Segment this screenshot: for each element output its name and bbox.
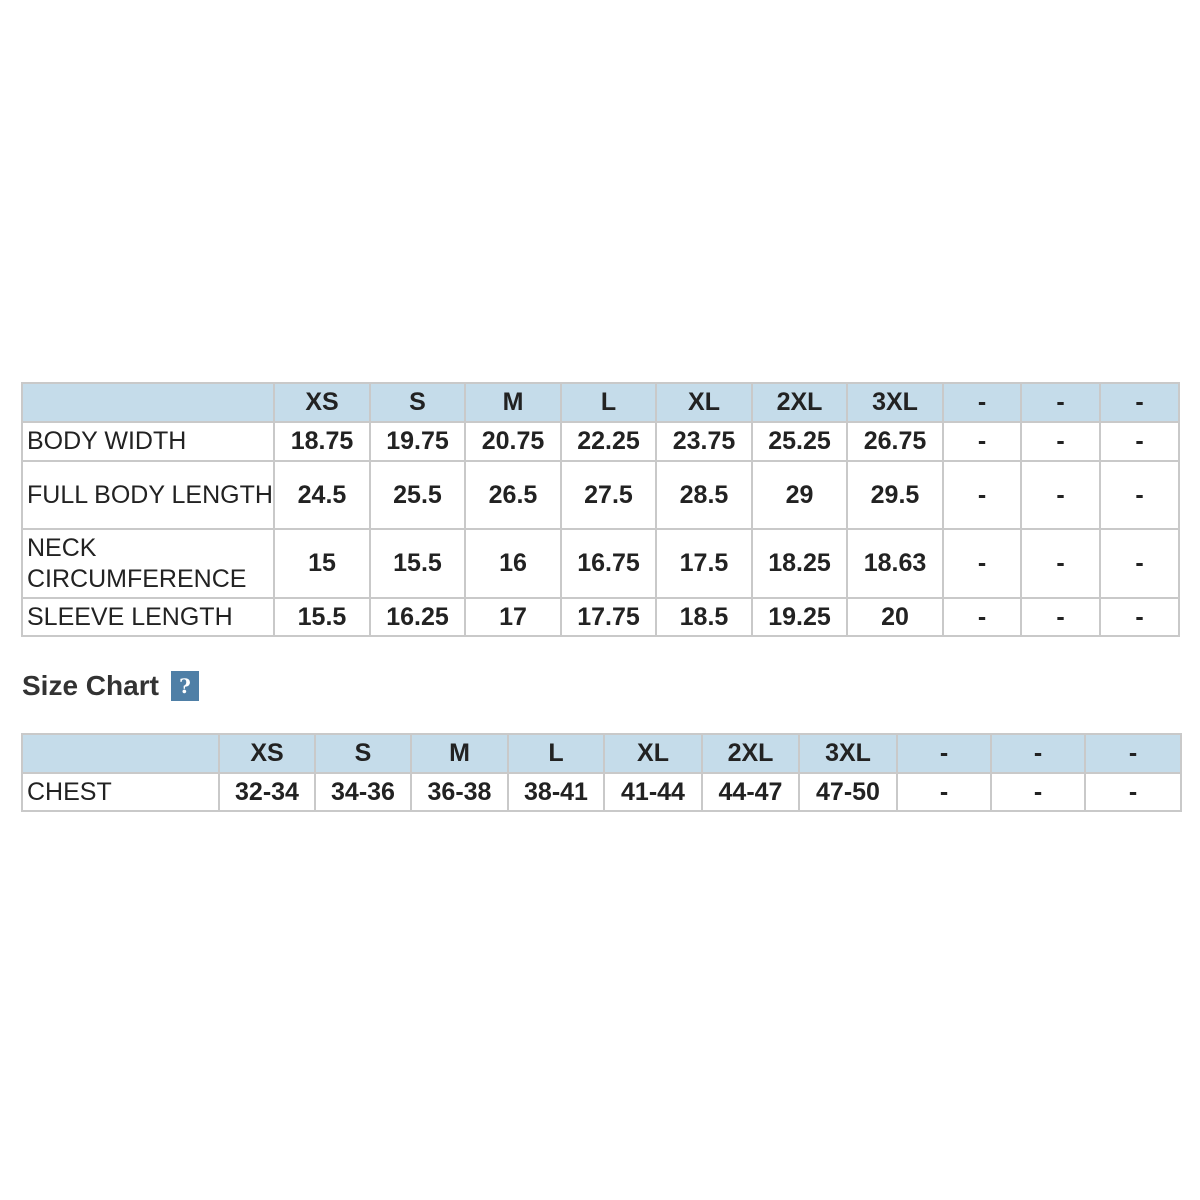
size-header: - bbox=[1100, 383, 1179, 422]
measurements-table bbox=[21, 382, 1180, 637]
table-cell: 15.5 bbox=[370, 529, 465, 598]
table-cell: 17.75 bbox=[561, 598, 656, 636]
size-header: - bbox=[897, 734, 991, 773]
table-cell: - bbox=[1100, 422, 1179, 461]
table-cell: 20.75 bbox=[465, 422, 561, 461]
table-cell: - bbox=[991, 773, 1085, 811]
size-chart-title: Size Chart bbox=[22, 670, 159, 701]
row-label: SLEEVE LENGTH bbox=[22, 598, 274, 636]
table-cell: 25.5 bbox=[370, 461, 465, 529]
size-header: M bbox=[411, 734, 508, 773]
table-cell: 38-41 bbox=[508, 773, 604, 811]
table-cell: 18.63 bbox=[847, 529, 943, 598]
table-cell: - bbox=[897, 773, 991, 811]
size-header: XL bbox=[656, 383, 752, 422]
size-header: 3XL bbox=[799, 734, 897, 773]
help-icon[interactable]: ? bbox=[171, 671, 199, 701]
header-corner-cell bbox=[22, 383, 274, 422]
table-cell: 18.75 bbox=[274, 422, 370, 461]
size-header: XS bbox=[219, 734, 315, 773]
table-cell: - bbox=[1021, 461, 1100, 529]
row-label: BODY WIDTH bbox=[22, 422, 274, 461]
table-cell: - bbox=[1021, 598, 1100, 636]
table-cell: 18.25 bbox=[752, 529, 847, 598]
table-cell: 16 bbox=[465, 529, 561, 598]
table-cell: 16.75 bbox=[561, 529, 656, 598]
table-cell: - bbox=[943, 422, 1021, 461]
size-header: 3XL bbox=[847, 383, 943, 422]
table-cell: 36-38 bbox=[411, 773, 508, 811]
table-cell: 19.75 bbox=[370, 422, 465, 461]
table-cell: 17 bbox=[465, 598, 561, 636]
table-cell: 17.5 bbox=[656, 529, 752, 598]
table-cell: 29 bbox=[752, 461, 847, 529]
table-cell: - bbox=[1100, 598, 1179, 636]
size-header: 2XL bbox=[752, 383, 847, 422]
measurements-header-row bbox=[22, 383, 1179, 422]
size-chart-header-row bbox=[22, 734, 1181, 773]
table-cell: 23.75 bbox=[656, 422, 752, 461]
size-chart-heading bbox=[22, 670, 199, 702]
size-header: - bbox=[1021, 383, 1100, 422]
table-cell: 28.5 bbox=[656, 461, 752, 529]
table-row bbox=[22, 773, 1181, 811]
size-header: XL bbox=[604, 734, 702, 773]
size-header: L bbox=[508, 734, 604, 773]
table-cell: 26.5 bbox=[465, 461, 561, 529]
size-header: M bbox=[465, 383, 561, 422]
table-cell: 27.5 bbox=[561, 461, 656, 529]
row-label: CHEST bbox=[22, 773, 219, 811]
table-cell: 18.5 bbox=[656, 598, 752, 636]
table-cell: - bbox=[943, 529, 1021, 598]
table-cell: 15.5 bbox=[274, 598, 370, 636]
table-cell: 32-34 bbox=[219, 773, 315, 811]
size-header: - bbox=[943, 383, 1021, 422]
table-cell: 44-47 bbox=[702, 773, 799, 811]
table-cell: 26.75 bbox=[847, 422, 943, 461]
table-cell: 47-50 bbox=[799, 773, 897, 811]
table-row bbox=[22, 461, 1179, 529]
table-cell: 16.25 bbox=[370, 598, 465, 636]
table-cell: 20 bbox=[847, 598, 943, 636]
table-cell: 22.25 bbox=[561, 422, 656, 461]
table-cell: 25.25 bbox=[752, 422, 847, 461]
size-header: - bbox=[991, 734, 1085, 773]
size-header: L bbox=[561, 383, 656, 422]
row-label: FULL BODY LENGTH bbox=[22, 461, 274, 529]
size-header: 2XL bbox=[702, 734, 799, 773]
table-cell: - bbox=[1021, 422, 1100, 461]
header-corner-cell bbox=[22, 734, 219, 773]
table-cell: 19.25 bbox=[752, 598, 847, 636]
size-header: S bbox=[315, 734, 411, 773]
table-row bbox=[22, 529, 1179, 598]
table-cell: - bbox=[943, 598, 1021, 636]
table-cell: 15 bbox=[274, 529, 370, 598]
table-cell: 29.5 bbox=[847, 461, 943, 529]
table-cell: 41-44 bbox=[604, 773, 702, 811]
size-header: S bbox=[370, 383, 465, 422]
table-cell: 34-36 bbox=[315, 773, 411, 811]
table-cell: - bbox=[1100, 529, 1179, 598]
table-row bbox=[22, 598, 1179, 636]
table-cell: - bbox=[1021, 529, 1100, 598]
size-header: XS bbox=[274, 383, 370, 422]
table-row bbox=[22, 422, 1179, 461]
table-cell: - bbox=[943, 461, 1021, 529]
table-cell: - bbox=[1085, 773, 1181, 811]
table-cell: - bbox=[1100, 461, 1179, 529]
row-label: NECK CIRCUMFERENCE bbox=[22, 529, 274, 598]
size-chart-table bbox=[21, 733, 1182, 812]
table-cell: 24.5 bbox=[274, 461, 370, 529]
size-header: - bbox=[1085, 734, 1181, 773]
